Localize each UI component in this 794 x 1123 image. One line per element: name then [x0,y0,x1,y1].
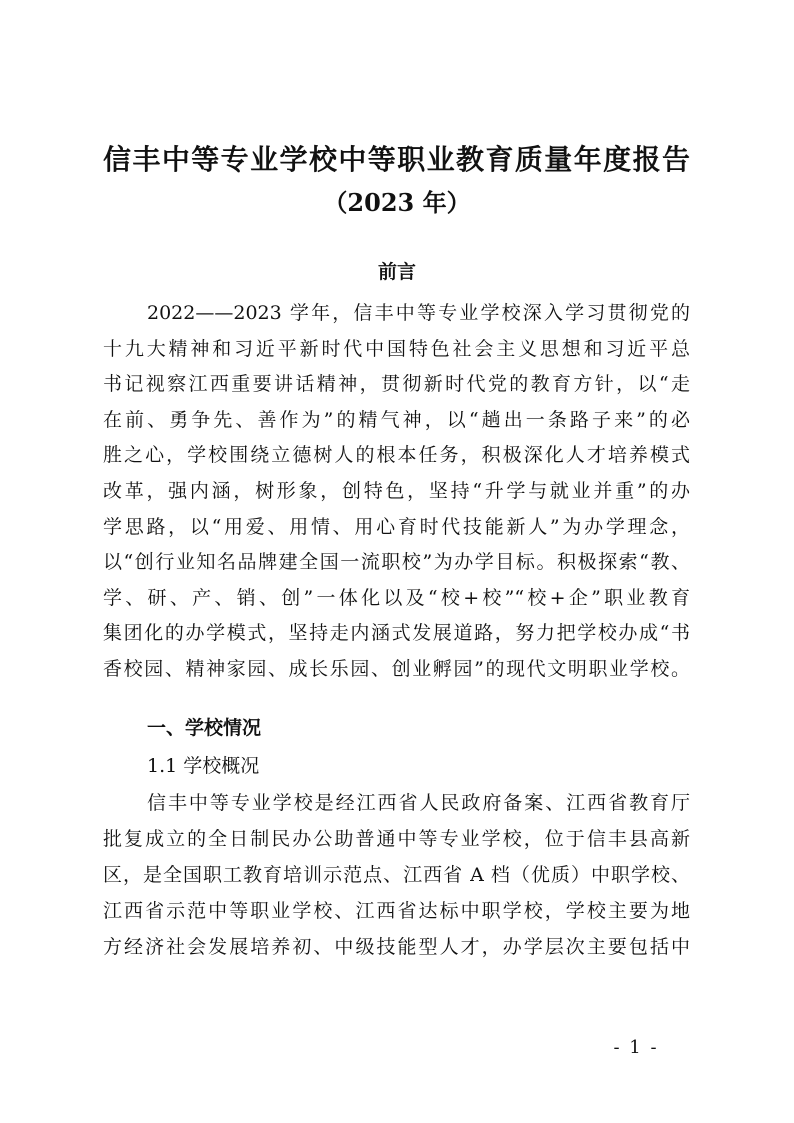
paragraph-line: 在前、勇争先、善作为”的精气神，以“趟出一条路子来”的必 [103,408,690,431]
paragraph-line: 批复成立的全日制民办公助普通中等专业学校，位于信丰县高新 [103,828,690,850]
paragraph-line: 区，是全国职工教育培训示范点、江西省 A 档（优质）中职学校、 [103,864,690,886]
paragraph-line: 学思路，以“用爱、用情、用心育时代技能新人”为办学理念， [103,515,690,538]
paragraph-line: 学、研、产、销、创”一体化以及“校+校”“校+企”职业教育 [103,586,690,609]
paragraph-line: 以“创行业知名品牌建全国一流职校”为办学目标。积极探索“教、 [103,551,690,574]
paragraph-line: 十九大精神和习近平新时代中国特色社会主义思想和习近平总 [103,337,690,360]
paragraph-line: 书记视察江西重要讲话精神，贯彻新时代党的教育方针，以“走 [103,373,690,396]
section-heading: 一、学校情况 [147,717,262,739]
paragraph-line: 2022——2023 学年，信丰中等专业学校深入学习贯彻党的 [147,302,690,324]
paragraph-line: 江西省示范中等职业学校、江西省达标中职学校，学校主要为地 [103,900,690,922]
subsection-heading: 1.1 学校概况 [147,755,260,777]
page-number: - 1 - [613,1037,659,1058]
document-title: 信丰中等专业学校中等职业教育质量年度报告 [103,143,690,176]
paragraph-line: 胜之心，学校围绕立德树人的根本任务，积极深化人才培养模式 [103,444,690,467]
paragraph-line: 集团化的办学模式，坚持走内涵式发展道路，努力把学校办成“书 [103,622,690,645]
paragraph-line: 改革，强内涵，树形象，创特色，坚持“升学与就业并重”的办 [103,479,690,502]
paragraph-line: 方经济社会发展培养初、中级技能型人才，办学层次主要包括中 [103,936,690,958]
document-subtitle: （2023 年） [323,188,471,217]
school-overview-paragraph [103,785,690,965]
preface-paragraph [103,296,690,688]
paragraph-line: 香校园、精神家园、成长乐园、创业孵园”的现代文明职业学校。 [103,657,690,680]
preface-heading: 前言 [377,261,416,283]
paragraph-line: 信丰中等专业学校是经江西省人民政府备案、江西省教育厅 [147,792,690,814]
